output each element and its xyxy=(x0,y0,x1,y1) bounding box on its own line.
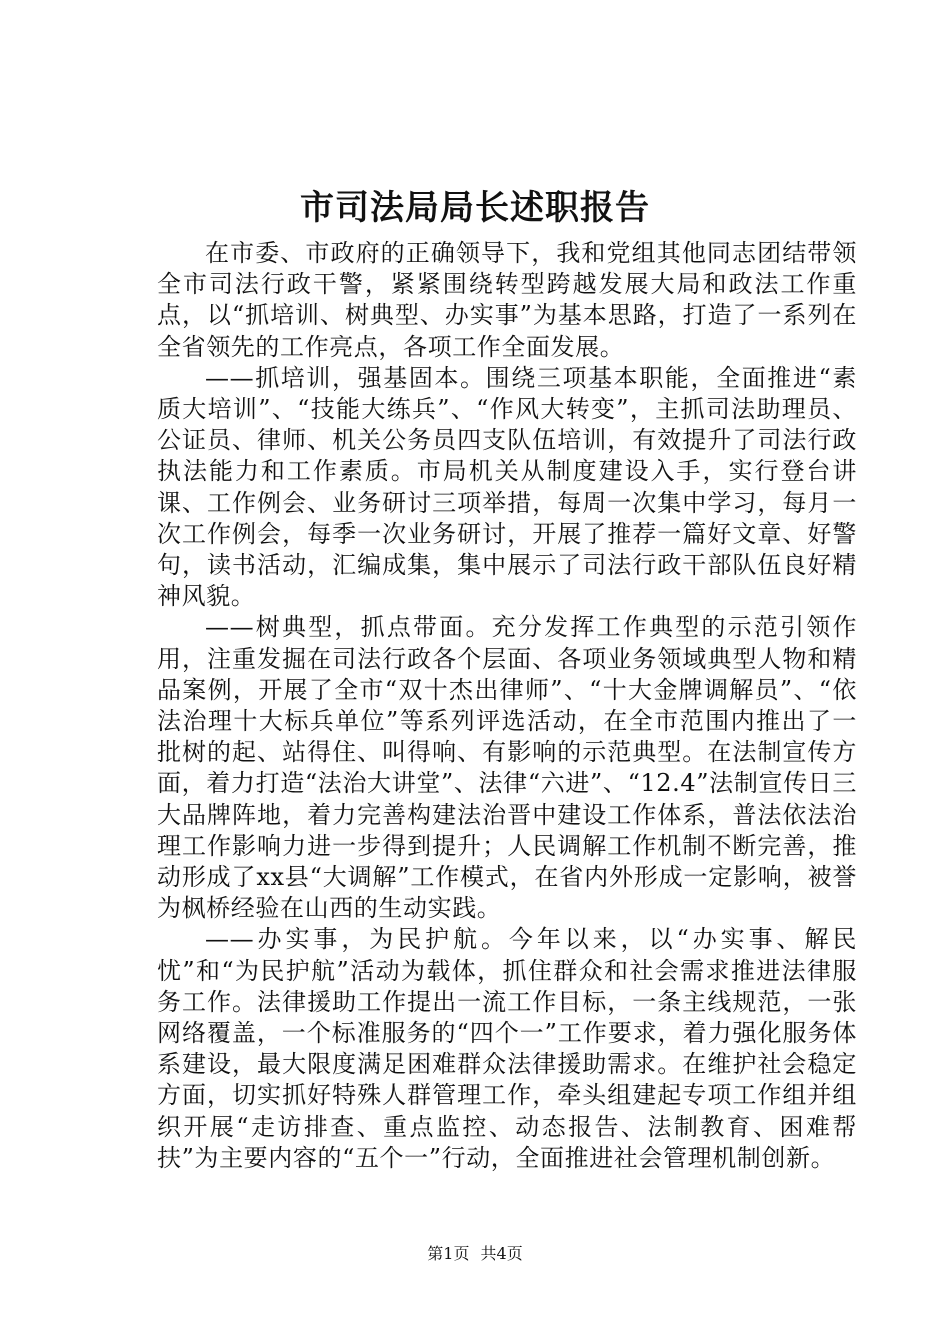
paragraph-service: ——办实事，为民护航。今年以来，以“办实事、解民忧”和“为民护航”活动为载体，抓住群众和社会需求推进法律服务工作。法律援助工作提出一流工作目标，一条主线规范，一张网络覆盖，一个标准服务的“四个一”工作要求，着力强化服务体系建设，最大限度满足困难群众法律援助需求。在维护社会稳定方面，切实抓好特殊人群管理工作，牵头组建起专项工作组并组织开展“走访排查、重点监控、动态报告、法制教育、困难帮扶”为主要内容的“五个一”行动，全面推进社会管理机制创新。 xyxy=(157,925,857,1172)
page-number: 第1页 xyxy=(427,1244,470,1263)
paragraph-training: ——抓培训，强基固本。围绕三项基本职能，全面推进“素质大培训”、“技能大练兵”、“作风大转变”，主抓司法助理员、公证员、律师、机关公务员四支队伍培训，有效提升了司法行政执法能力和工作素质。市局机关从制度建设入手，实行登台讲课、工作例会、业务研讨三项举措，每周一次集中学习，每月一次工作例会，每季一次业务研讨，开展了推荐一篇好文章、好警句，读书活动，汇编成集，集中展示了司法行政干部队伍良好精神风貌。 xyxy=(157,363,857,611)
page-footer xyxy=(0,1243,950,1265)
document-title: 市司法局局长述职报告 xyxy=(300,188,650,228)
document-body xyxy=(157,238,857,1174)
page-total: 共4页 xyxy=(480,1244,523,1263)
paragraph-intro: 在市委、市政府的正确领导下，我和党组其他同志团结带领全市司法行政干警，紧紧围绕转型跨越发展大局和政法工作重点，以“抓培训、树典型、办实事”为基本思路，打造了一系列在全省领先的工作亮点，各项工作全面发展。 xyxy=(157,239,857,361)
paragraph-models: ——树典型，抓点带面。充分发挥工作典型的示范引领作用，注重发掘在司法行政各个层面、各项业务领域典型人物和精品案例，开展了全市“双十杰出律师”、“十大金牌调解员”、“依法治理十大标兵单位”等系列评选活动，在全市范围内推出了一批树的起、站得住、叫得响、有影响的示范典型。在法制宣传方面，着力打造“法治大讲堂”、法律“六进”、“12.4”法制宣传日三大品牌阵地，着力完善构建法治晋中建设工作体系，普法依法治理工作影响力进一步得到提升；人民调解工作机制不断完善，推动形成了xx县“大调解”工作模式，在省内外形成一定影响，被誉为枫桥经验在山西的生动实践。 xyxy=(157,613,857,923)
